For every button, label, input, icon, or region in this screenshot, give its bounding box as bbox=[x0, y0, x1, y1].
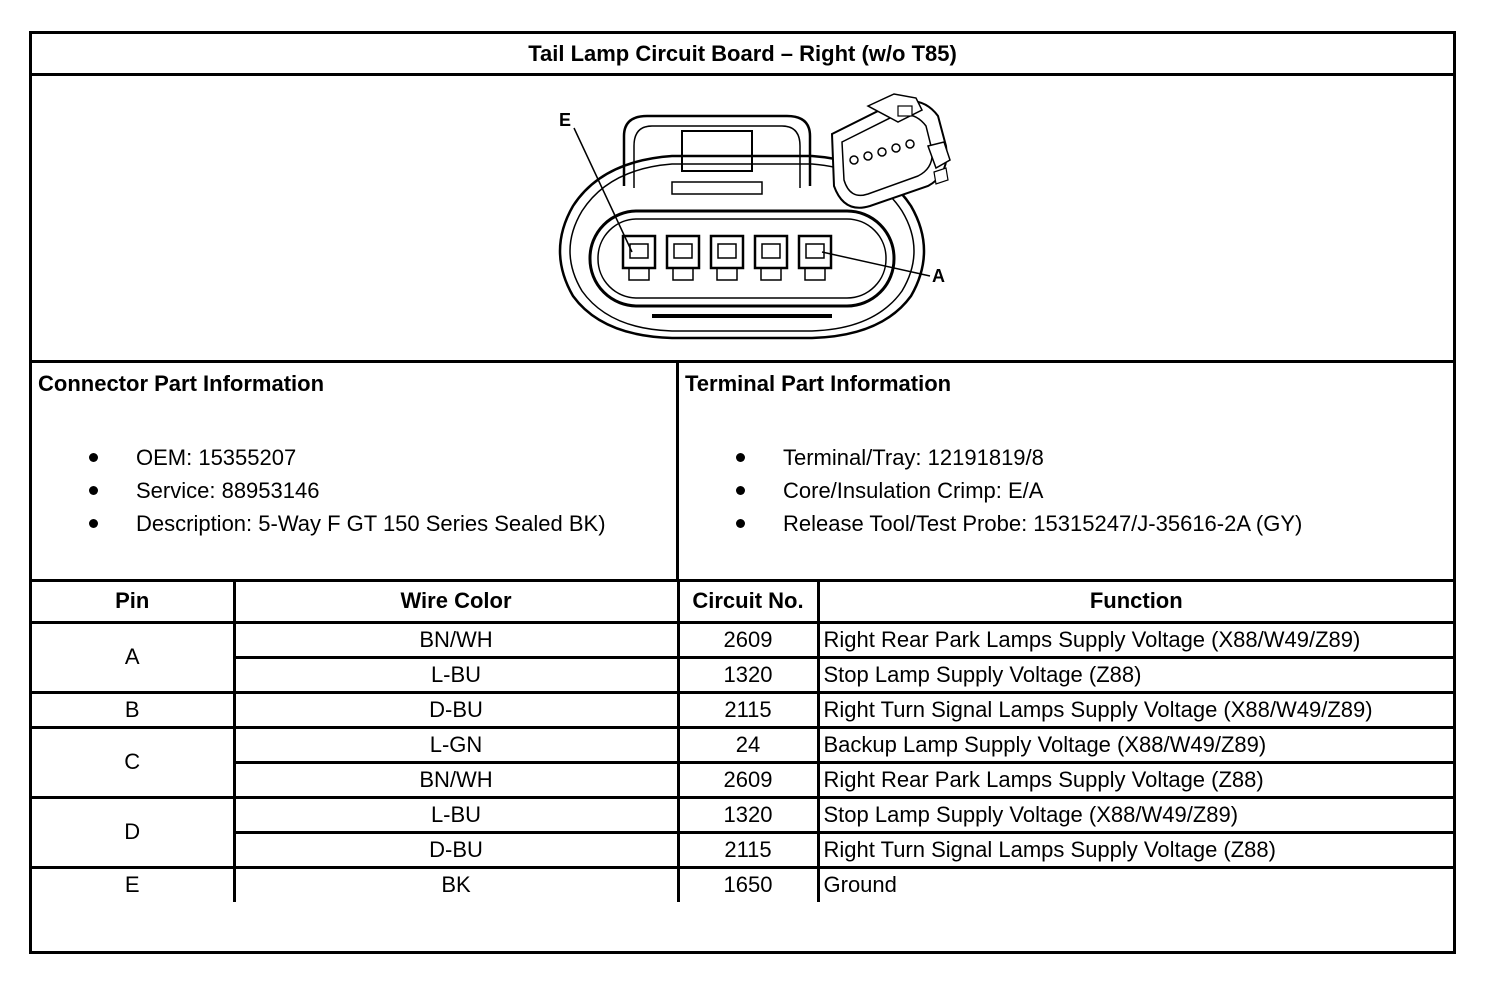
table-header-row bbox=[32, 582, 1453, 622]
circuit-cell: 1320 bbox=[678, 797, 818, 832]
circuit-cell: 1320 bbox=[678, 657, 818, 692]
list-item: Description: 5-Way F GT 150 Series Sealed BK) bbox=[32, 507, 676, 540]
function-cell: Stop Lamp Supply Voltage (X88/W49/Z89) bbox=[818, 797, 1453, 832]
pin-cell: A bbox=[32, 622, 234, 692]
pinout-table-body bbox=[32, 622, 1453, 902]
wire-color-cell: D-BU bbox=[234, 832, 678, 867]
connector-info-heading: Connector Part Information bbox=[38, 371, 325, 396]
wire-color-cell: BN/WH bbox=[234, 622, 678, 657]
circuit-cell: 2115 bbox=[678, 832, 818, 867]
table-row bbox=[32, 867, 1453, 902]
function-cell: Right Rear Park Lamps Supply Voltage (X88/W49/Z89) bbox=[818, 622, 1453, 657]
table-row bbox=[32, 832, 1453, 867]
cavity-a bbox=[799, 236, 831, 280]
col-header-function: Function bbox=[818, 582, 1453, 622]
terminal-info-heading: Terminal Part Information bbox=[685, 371, 952, 396]
cavity-d bbox=[667, 236, 699, 280]
circuit-cell: 2115 bbox=[678, 692, 818, 727]
function-cell: Right Rear Park Lamps Supply Voltage (Z88) bbox=[818, 762, 1453, 797]
terminal-info-list bbox=[679, 441, 1453, 540]
bullet-icon bbox=[736, 519, 745, 528]
pin-cell: B bbox=[32, 692, 234, 727]
bullet-icon bbox=[89, 519, 98, 528]
connector-info-list bbox=[32, 441, 676, 540]
wire-color-cell: BK bbox=[234, 867, 678, 902]
table-row bbox=[32, 657, 1453, 692]
list-item: Core/Insulation Crimp: E/A bbox=[679, 474, 1453, 507]
connector-isometric-icon bbox=[832, 94, 950, 208]
circuit-cell: 2609 bbox=[678, 622, 818, 657]
list-item: Terminal/Tray: 12191819/8 bbox=[679, 441, 1453, 474]
table-row bbox=[32, 727, 1453, 762]
wire-color-cell: L-BU bbox=[234, 657, 678, 692]
col-header-wire-color: Wire Color bbox=[234, 582, 678, 622]
wire-color-cell: L-BU bbox=[234, 797, 678, 832]
col-header-pin: Pin bbox=[32, 582, 234, 622]
connector-sheet bbox=[29, 31, 1456, 954]
function-cell: Backup Lamp Supply Voltage (X88/W49/Z89) bbox=[818, 727, 1453, 762]
function-cell: Ground bbox=[818, 867, 1453, 902]
circuit-cell: 2609 bbox=[678, 762, 818, 797]
list-item: OEM: 15355207 bbox=[32, 441, 676, 474]
connector-part-info bbox=[32, 363, 679, 582]
bullet-icon bbox=[736, 486, 745, 495]
table-row bbox=[32, 622, 1453, 657]
list-item: Release Tool/Test Probe: 15315247/J-35616-2A (GY) bbox=[679, 507, 1453, 540]
col-header-circuit-no: Circuit No. bbox=[678, 582, 818, 622]
pin-cell: D bbox=[32, 797, 234, 867]
pinout-table bbox=[32, 582, 1453, 902]
sheet-title: Tail Lamp Circuit Board – Right (w/o T85) bbox=[32, 34, 1453, 76]
bullet-icon bbox=[89, 453, 98, 462]
connector-diagram bbox=[32, 76, 1453, 363]
function-cell: Right Turn Signal Lamps Supply Voltage (X88/W49/Z89) bbox=[818, 692, 1453, 727]
label-cavity-e: E bbox=[559, 110, 572, 130]
cavity-c bbox=[711, 236, 743, 280]
label-cavity-a: A bbox=[932, 266, 945, 286]
pin-cell: E bbox=[32, 867, 234, 902]
table-row bbox=[32, 797, 1453, 832]
terminal-part-info bbox=[679, 363, 1453, 582]
lock-latch bbox=[682, 131, 752, 171]
circuit-cell: 1650 bbox=[678, 867, 818, 902]
cavity-group bbox=[623, 236, 831, 280]
wire-color-cell: L-GN bbox=[234, 727, 678, 762]
pin-cell: C bbox=[32, 727, 234, 797]
wire-color-cell: D-BU bbox=[234, 692, 678, 727]
table-row bbox=[32, 692, 1453, 727]
table-row bbox=[32, 762, 1453, 797]
circuit-cell: 24 bbox=[678, 727, 818, 762]
function-cell: Stop Lamp Supply Voltage (Z88) bbox=[818, 657, 1453, 692]
bullet-icon bbox=[89, 486, 98, 495]
wire-color-cell: BN/WH bbox=[234, 762, 678, 797]
connector-face-drawing bbox=[32, 76, 1453, 360]
list-item: Service: 88953146 bbox=[32, 474, 676, 507]
bullet-icon bbox=[736, 453, 745, 462]
lock-ramp bbox=[672, 182, 762, 194]
cavity-b bbox=[755, 236, 787, 280]
function-cell: Right Turn Signal Lamps Supply Voltage (Z88) bbox=[818, 832, 1453, 867]
